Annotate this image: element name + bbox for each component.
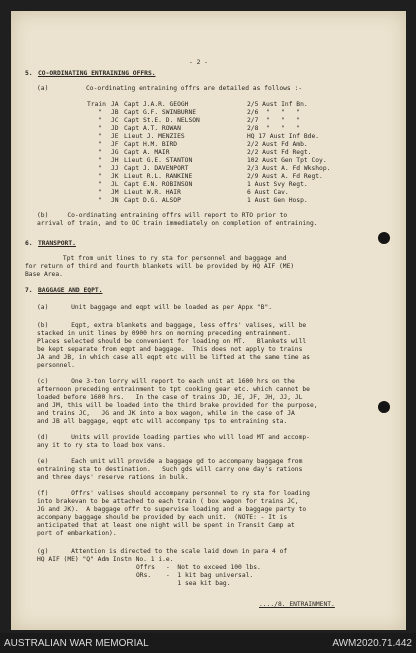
s7-line: into brakevan to be attached to each train ( box wagon for trains JC, — [37, 498, 299, 505]
train-unit: 2/2 Aust Fd Amb. — [247, 141, 308, 148]
s7-line: loaded before 1600 hrs. In the case of trains JD, JE, JF, JH, JJ, JL — [37, 394, 303, 401]
train-prefix: " — [98, 197, 102, 204]
s7-line: (d) Units will provide loading parties who will load MT and accomp- — [37, 434, 310, 441]
train-unit: 1 Aust Svy Regt. — [247, 181, 308, 188]
train-code: JA — [111, 101, 119, 108]
train-officer: Capt A. MAIR — [124, 149, 170, 156]
section-7-number: 7. — [25, 287, 33, 294]
train-prefix: " — [98, 141, 102, 148]
s7-line: (a) Unit baggage and eqpt will be loaded as per Appx "B". — [37, 304, 273, 311]
s5-b-line: arrival of train, and to OC train immediately on completion of entraining. — [37, 220, 318, 227]
s7-line: and three days' reserve rations in bulk. — [37, 474, 189, 481]
train-officer: Capt H.M. BIRD — [124, 141, 178, 148]
section-7-title: BAGGAGE AND EQPT. — [38, 287, 103, 294]
scale-what: 1 sea kit bag. — [166, 580, 231, 587]
s7-line: JA and JB, in which case all eqpt etc will be lifted at the same time as — [37, 354, 310, 361]
train-officer: Capt E.N. ROBINSON — [124, 181, 193, 188]
s7-line: any it to ry sta to load box vans. — [37, 442, 166, 449]
train-officer: Lieut G.E. STANTON — [124, 157, 193, 164]
s7-line: (e) Each unit will provide a baggage gd to accompany baggage from — [37, 458, 303, 465]
s7-line: (g) Attention is directed to the scale laid down in para 4 of — [37, 548, 288, 555]
train-prefix: " — [98, 133, 102, 140]
s7-line: (f) Offrs' valises should accompany personnel to ry sta for loading — [37, 490, 310, 497]
s5-a-intro: Co-ordinating entraining offrs are detailed as follows :- — [86, 85, 303, 92]
section-6-title: TRANSPORT. — [38, 240, 76, 247]
s7-line: entraining sta to destination. Such gds will carry one day's rations — [37, 466, 303, 473]
s7-line: Places selected should be convenient for loading on MT. Blankets will — [37, 338, 307, 345]
s7-line: JG and JK). A baggage offr to supervise loading and a baggage party to — [37, 506, 307, 513]
s7-line: and JB all baggage, eqpt etc will accompany tps to entraining sta. — [37, 418, 288, 425]
train-code: JL — [111, 181, 119, 188]
train-code: JG — [111, 149, 119, 156]
archive-name: AUSTRALIAN WAR MEMORIAL — [4, 637, 149, 649]
train-officer: Capt J.A.R. GEOGH — [124, 101, 189, 108]
train-code: JB — [111, 109, 119, 116]
s6-line: for return of third and fourth blankets will be provided by HQ AIF (ME) — [25, 263, 295, 270]
page-number: - 2 - — [189, 59, 208, 66]
train-unit: 1 Aust Gen Hosp. — [247, 197, 308, 204]
train-officer: Lieut W.R. HAIR — [124, 189, 181, 196]
archive-reference: AWM2020.71.442 — [332, 637, 412, 649]
train-code: JD — [111, 125, 119, 132]
train-unit: 2/3 Aust A. Fd Wkshop. — [247, 165, 331, 172]
train-code: JJ — [111, 165, 119, 172]
s7-line: personnel. — [37, 362, 75, 369]
s6-line: Base Area. — [25, 271, 63, 278]
train-unit: 2/9 Aust A. Fd Regt. — [247, 173, 323, 180]
section-5-number: 5. — [25, 70, 33, 77]
train-prefix: " — [98, 149, 102, 156]
train-code: JK — [111, 173, 119, 180]
s7-line: and trains JC, JG and JK into a box wagon, while in the case of JA — [37, 410, 295, 417]
train-prefix: " — [98, 109, 102, 116]
train-officer: Capt G.F. SWINBURNE — [124, 109, 197, 116]
scale-who: ORs. — [136, 572, 152, 579]
train-officer: Capt J. DAVENPORT — [124, 165, 189, 172]
train-prefix: " — [98, 165, 102, 172]
document-page — [11, 11, 406, 630]
train-unit: 102 Aust Gen Tpt Coy. — [247, 157, 327, 164]
s5-a-label: (a) — [37, 85, 49, 92]
train-unit: 2/8 " " " — [247, 125, 301, 132]
train-prefix: " — [98, 189, 102, 196]
scale-what: - Not to exceed 100 lbs. — [166, 564, 261, 571]
train-unit: 2/7 " " " — [247, 117, 301, 124]
s6-line: Tpt from unit lines to ry sta for personnel and baggage and — [25, 255, 287, 262]
train-unit: HQ 17 Aust Inf Bde. — [247, 133, 320, 140]
s5-b-line: (b) Co-ordinating entraining offrs will report to RTO prior to — [37, 212, 288, 219]
train-code: JE — [111, 133, 119, 140]
train-code: JF — [111, 141, 119, 148]
train-unit: 6 Aust Cav. — [247, 189, 289, 196]
train-officer: Lieut R.L. RANKINE — [124, 173, 193, 180]
train-code: JC — [111, 117, 119, 124]
train-prefix: " — [98, 157, 102, 164]
scale-who: Offrs — [136, 564, 155, 571]
train-prefix: " — [98, 181, 102, 188]
s7-line: (b) Eqpt, extra blankets and baggage, less offrs' valises, will be — [37, 322, 307, 329]
train-unit: 2/2 Aust Fd Regt. — [247, 149, 312, 156]
section-5-title: CO-ORDINATING ENTRAINING OFFRS. — [38, 70, 156, 77]
s7-line: accompany baggage should be provided by each unit. (NOTE: - It is — [37, 514, 288, 521]
train-code: JH — [111, 157, 119, 164]
train-officer: Lieut J. MENZIES — [124, 133, 185, 140]
s7-line: and JM, this will be loaded into the third brake provided for the purpose, — [37, 402, 318, 409]
train-code: JN — [111, 197, 119, 204]
section-6-number: 6. — [25, 240, 33, 247]
train-prefix: " — [98, 117, 102, 124]
train-code: JM — [111, 189, 119, 196]
catchword: ..../8. ENTRAINMENT. — [259, 601, 335, 608]
s7-line: afternoon preceding entrainment to tpt cooking gear etc. which cannot be — [37, 386, 310, 393]
scale-what: - 1 kit bag universal. — [166, 572, 254, 579]
train-officer: Capt D.G. ALSOP — [124, 197, 181, 204]
punch-hole — [378, 401, 390, 413]
punch-hole — [378, 232, 390, 244]
s7-line: stacked in unit lines by 0900 hrs on morning preceding entrainment. — [37, 330, 292, 337]
s7-line: anticipated that at least one night will be spent in Transit Camp at — [37, 522, 295, 529]
train-prefix: " — [98, 173, 102, 180]
train-officer: Capt A.T. ROWAN — [124, 125, 181, 132]
train-unit: 2/5 Aust Inf Bn. — [247, 101, 308, 108]
train-unit: 2/6 " " " — [247, 109, 301, 116]
train-officer: Capt St.E. D. NELSON — [124, 117, 200, 124]
s7-line: (c) One 3-ton lorry will report to each unit at 1600 hrs on the — [37, 378, 295, 385]
train-prefix: " — [98, 125, 102, 132]
train-prefix: Train — [87, 101, 106, 108]
s7-line: be kept separate from eqpt and baggage. This does not apply to trains — [37, 346, 303, 353]
s7-line: port of embarkation). — [37, 530, 117, 537]
archive-footer — [0, 633, 416, 653]
s7-line: HQ AIF (ME) "Q" Adm Instn No. 1 i.e. — [37, 556, 174, 563]
